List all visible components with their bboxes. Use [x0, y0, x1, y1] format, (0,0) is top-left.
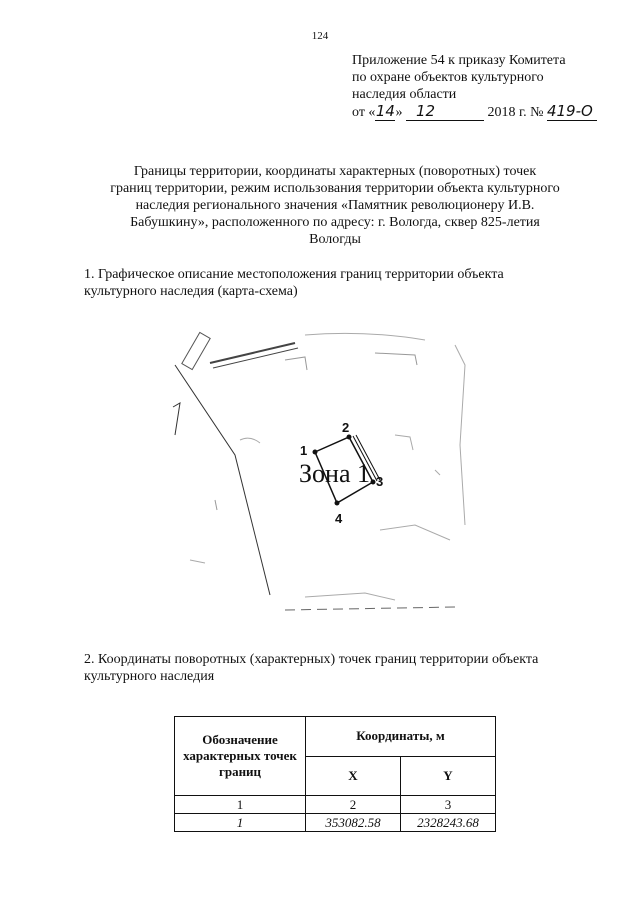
date-day: 14 — [375, 102, 395, 120]
boundary-point-4 — [335, 501, 340, 506]
table-row — [175, 814, 496, 832]
date-prefix: от « — [352, 105, 376, 120]
title-line-4: Бабушкину», расположенного по адресу: г. Вологда, сквер 825-летия — [130, 215, 540, 230]
row-point: 1 — [175, 814, 306, 832]
header-designation: Обозначение характерных точек границ — [175, 717, 306, 796]
boundary-point-2 — [347, 435, 352, 440]
appendix-line-3: наследия области — [352, 87, 457, 102]
section-2-heading — [84, 651, 589, 685]
row-y: 2328243.68 — [401, 814, 496, 832]
point-label-4: 4 — [335, 511, 343, 526]
date-sep: » — [395, 105, 403, 120]
appendix-line-1: Приложение 54 к приказу Комитета — [352, 53, 566, 68]
title-line-2: границ территории, режим использования территории объекта культурного — [110, 181, 560, 196]
point-label-3: 3 — [376, 474, 384, 489]
document-title — [100, 163, 570, 248]
header-x: X — [306, 756, 401, 796]
point-label-2: 2 — [342, 420, 350, 435]
date-year: 2018 г. № — [487, 105, 544, 120]
section-2-line-2: культурного наследия — [84, 669, 215, 684]
zone-label: Зона 1 — [299, 459, 370, 488]
header-y: Y — [401, 756, 496, 796]
page-number: 124 — [311, 30, 329, 42]
section-1-line-2: культурного наследия (карта-схема) — [84, 284, 298, 299]
coordinates-table — [174, 716, 496, 832]
appendix-line-2: по охране объектов культурного — [352, 70, 544, 85]
appendix-date-line — [352, 103, 597, 121]
section-2-line-1: 2. Координаты поворотных (характерных) точек границ территории объекта — [84, 652, 539, 667]
territory-map-scheme — [165, 325, 475, 615]
col-number-2: 2 — [306, 796, 401, 814]
boundary-point-3 — [371, 480, 376, 485]
section-1-line-1: 1. Графическое описание местоположения границ территории объекта — [84, 267, 504, 282]
title-line-5: Вологды — [309, 232, 361, 247]
date-month: 12 — [406, 103, 484, 121]
row-x: 353082.58 — [306, 814, 401, 832]
title-line-1: Границы территории, координаты характерных (поворотных) точек — [133, 164, 537, 179]
order-number: 419-О — [547, 103, 597, 121]
appendix-header — [352, 52, 597, 121]
boundary-point-1 — [313, 450, 318, 455]
title-line-3: наследия регионального значения «Памятник революционеру И.В. — [135, 198, 535, 213]
point-label-1: 1 — [300, 443, 308, 458]
col-number-1: 1 — [175, 796, 306, 814]
col-number-3: 3 — [401, 796, 496, 814]
section-1-heading — [84, 266, 589, 300]
header-coordinates: Координаты, м — [306, 717, 496, 757]
